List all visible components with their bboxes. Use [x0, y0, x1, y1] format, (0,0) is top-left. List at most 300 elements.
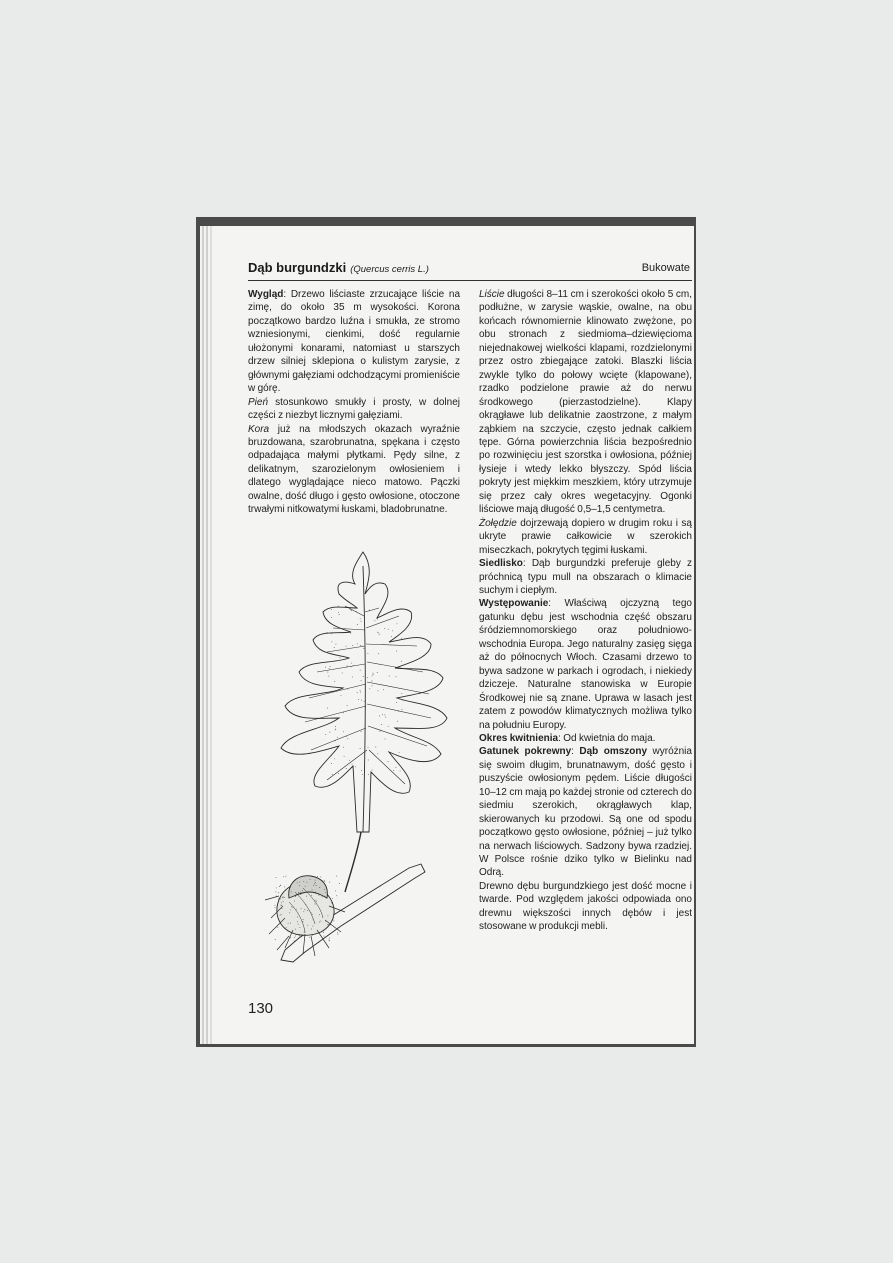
label-occurrence: Występowanie [479, 598, 549, 610]
stipple-dot [315, 892, 316, 893]
stipple-dot [299, 936, 300, 937]
stipple-dot [331, 755, 332, 756]
paragraph-bark [248, 423, 460, 517]
stipple-dot [276, 927, 277, 928]
stipple-dot [303, 919, 304, 920]
stipple-dot [361, 621, 362, 622]
stipple-dot [310, 879, 311, 880]
stipple-dot [364, 701, 365, 702]
stipple-dot [357, 643, 358, 644]
stipple-dot [383, 689, 384, 690]
stipple-dot [399, 752, 400, 753]
stipple-dot [335, 726, 336, 727]
stipple-dot [297, 939, 298, 940]
stipple-dot [308, 891, 309, 892]
stipple-dot [297, 882, 298, 883]
stipple-dot [290, 923, 291, 924]
oak-leaf-and-acorn-icon [245, 546, 470, 966]
text-bark: już na młodszych okazach wyraźnie bruzdowana, szarobrunatna, spękana i często odpadająca małymi płytkami. Pędy silne, z delikatnym, szarozielonym owłosieniem i dlatego wyglądające nieco matowo. Pączki owalne, dość długo i gęsto owłosione, otoczone trwałymi nitkowatymi łuskami, bladobrunatne. [248, 423, 460, 516]
stipple-dot [330, 924, 331, 925]
stipple-dot [332, 919, 333, 920]
stipple-dot [324, 881, 325, 882]
stipple-dot [362, 774, 363, 775]
stipple-dot [388, 629, 389, 630]
paragraph-habitat [479, 557, 692, 597]
stipple-dot [363, 676, 364, 677]
related-species-name: Dąb omszony [579, 746, 648, 758]
stipple-dot [393, 610, 394, 611]
stipple-dot [343, 712, 344, 713]
stipple-dot [351, 610, 352, 611]
stipple-dot [288, 923, 289, 924]
stipple-dot [294, 937, 295, 938]
stipple-dot [346, 667, 347, 668]
stipple-dot [339, 883, 340, 884]
stipple-dot [282, 897, 283, 898]
stipple-dot [305, 904, 306, 905]
stipple-dot [312, 914, 313, 915]
stipple-dot [314, 901, 315, 902]
stipple-dot [314, 883, 315, 884]
stipple-dot [331, 633, 332, 634]
stipple-dot [284, 886, 285, 887]
stipple-dot [360, 618, 361, 619]
stipple-dot [313, 919, 314, 920]
stipple-dot [401, 709, 402, 710]
text-leaves: długości 8–11 cm i szerokości około 5 cm, podłużne, w zarysie wąskie, owalne, na obu końcach równomiernie klinowato zwężone, po obu stronach z siedmioma–dziewięcioma niejednakowej wielkości klapami, rozdzielonymi przez ostro zbiegające zatoki. Blaszki liścia zwykle tylko do połowy wcięte (klapowane), rzadko podzielone prawie aż do nerwu środkowego (pierzastodzielne). Klapy okrągławe lub delikatnie zaostrzone, z małym ząbkiem na szczycie, często jednak całkiem tępe. Górna powierzchnia liścia bezpośrednio po rozwinięciu jest szorstka i owłosiona, później łysieje i wtedy lekko błyszczy. Spód liścia pokryty jest miękkim meszkiem, który utrzymuje się przez cały okres wegetacyjny. Ogonki liściowe mają długość 0,5–1,5 centymetra. [479, 289, 692, 516]
stipple-dot [291, 906, 292, 907]
stipple-dot [299, 927, 300, 928]
stipple-dot [393, 770, 394, 771]
stipple-dot [316, 885, 317, 886]
stipple-dot [276, 912, 277, 913]
stipple-dot [285, 876, 286, 877]
stipple-dot [311, 895, 312, 896]
stipple-dot [303, 911, 304, 912]
stipple-dot [336, 876, 337, 877]
stipple-dot [335, 644, 336, 645]
stipple-dot [378, 653, 379, 654]
stipple-dot [331, 641, 332, 642]
right-text-column [479, 288, 692, 934]
stipple-dot [335, 729, 336, 730]
stipple-dot [385, 739, 386, 740]
stipple-dot [280, 895, 281, 896]
stipple-dot [350, 609, 351, 610]
paragraph-related-species [479, 745, 692, 880]
stipple-dot [334, 910, 335, 911]
stipple-dot [398, 711, 399, 712]
stipple-dot [328, 676, 329, 677]
stipple-dot [305, 892, 306, 893]
stipple-dot [290, 909, 291, 910]
stipple-dot [338, 773, 339, 774]
stipple-dot [381, 724, 382, 725]
stipple-dot [344, 756, 345, 757]
stipple-dot [281, 914, 282, 915]
stipple-dot [297, 917, 298, 918]
stipple-dot [372, 770, 373, 771]
stipple-dot [319, 887, 320, 888]
stipple-dot [331, 617, 332, 618]
stipple-dot [329, 882, 330, 883]
stipple-dot [361, 680, 362, 681]
stipple-dot [290, 886, 291, 887]
stipple-dot [327, 672, 328, 673]
stipple-dot [367, 677, 368, 678]
paragraph-trunk [248, 396, 460, 423]
stipple-dot [277, 927, 278, 928]
stipple-dot [315, 880, 316, 881]
label-habitat: Siedlisko [479, 558, 523, 570]
stipple-dot [307, 910, 308, 911]
stipple-dot [279, 886, 280, 887]
label-flowering: Okres kwitnienia [479, 732, 559, 744]
stipple-dot [276, 896, 277, 897]
stipple-dot [332, 898, 333, 899]
stipple-dot [319, 922, 320, 923]
label-acorns: Żołędzie [479, 517, 517, 529]
page-edge [210, 226, 212, 1044]
stipple-dot [335, 740, 336, 741]
stipple-dot [343, 747, 344, 748]
stipple-dot [275, 877, 276, 878]
stipple-dot [331, 763, 332, 764]
stipple-dot [280, 885, 281, 886]
stipple-dot [294, 940, 295, 941]
stipple-dot [324, 880, 325, 881]
stipple-dot [347, 705, 348, 706]
stipple-dot [379, 634, 380, 635]
stipple-dot [275, 907, 276, 908]
stipple-dot [327, 924, 328, 925]
stipple-dot [298, 924, 299, 925]
stipple-dot [282, 908, 283, 909]
stipple-dot [401, 638, 402, 639]
stipple-dot [304, 909, 305, 910]
stipple-dot [286, 927, 287, 928]
stipple-dot [351, 663, 352, 664]
stipple-dot [309, 937, 310, 938]
stipple-dot [368, 747, 369, 748]
stipple-dot [402, 700, 403, 701]
stipple-dot [337, 737, 338, 738]
paragraph-flowering [479, 732, 692, 745]
stipple-dot [342, 672, 343, 673]
stipple-dot [392, 630, 393, 631]
stipple-dot [385, 717, 386, 718]
stipple-dot [364, 614, 365, 615]
stipple-dot [377, 672, 378, 673]
stipple-dot [315, 904, 316, 905]
stipple-dot [357, 624, 358, 625]
stipple-dot [372, 675, 373, 676]
stipple-dot [400, 770, 401, 771]
stipple-dot [317, 876, 318, 877]
stipple-dot [283, 901, 284, 902]
stipple-dot [371, 681, 372, 682]
stipple-dot [357, 692, 358, 693]
stipple-dot [319, 914, 320, 915]
stipple-dot [395, 676, 396, 677]
stipple-dot [352, 645, 353, 646]
stipple-dot [311, 929, 312, 930]
stipple-dot [396, 651, 397, 652]
stipple-dot [401, 661, 402, 662]
stipple-dot [329, 938, 330, 939]
stipple-dot [372, 673, 373, 674]
stipple-dot [329, 940, 330, 941]
stipple-dot [312, 890, 313, 891]
stipple-dot [283, 876, 284, 877]
stipple-dot [309, 910, 310, 911]
stipple-dot [378, 632, 379, 633]
paragraph-appearance [248, 288, 460, 396]
stipple-dot [281, 908, 282, 909]
stipple-dot [303, 881, 304, 882]
stipple-dot [363, 648, 364, 649]
stipple-dot [275, 905, 276, 906]
stipple-dot [338, 612, 339, 613]
stipple-dot [299, 881, 300, 882]
stipple-dot [343, 656, 344, 657]
stipple-dot [283, 897, 284, 898]
stipple-dot [350, 666, 351, 667]
stipple-dot [367, 653, 368, 654]
stipple-dot [322, 896, 323, 897]
stipple-dot [369, 688, 370, 689]
stipple-dot [339, 657, 340, 658]
stipple-dot [377, 632, 378, 633]
stipple-dot [397, 721, 398, 722]
stipple-dot [368, 662, 369, 663]
stipple-dot [361, 731, 362, 732]
stipple-dot [382, 714, 383, 715]
stipple-dot [327, 915, 328, 916]
paragraph-wood [479, 880, 692, 934]
stipple-dot [307, 925, 308, 926]
stipple-dot [373, 674, 374, 675]
stipple-dot [360, 690, 361, 691]
stipple-dot [318, 895, 319, 896]
stipple-dot [297, 921, 298, 922]
stipple-dot [332, 774, 333, 775]
stipple-dot [384, 714, 385, 715]
label-appearance: Wygląd [248, 289, 284, 300]
stipple-dot [361, 754, 362, 755]
species-name: Dąb burgundzki [248, 260, 347, 275]
stipple-dot [341, 695, 342, 696]
stipple-dot [323, 932, 324, 933]
stipple-dot [275, 939, 276, 940]
stipple-dot [306, 896, 307, 897]
stipple-dot [302, 921, 303, 922]
stipple-dot [329, 668, 330, 669]
stipple-dot [337, 934, 338, 935]
stipple-dot [396, 702, 397, 703]
family-name: Bukowate [641, 262, 690, 274]
stipple-dot [325, 921, 326, 922]
stipple-dot [346, 768, 347, 769]
stipple-dot [294, 901, 295, 902]
stipple-dot [329, 924, 330, 925]
stipple-dot [291, 891, 292, 892]
stipple-dot [329, 732, 330, 733]
stipple-dot [275, 891, 276, 892]
stipple-dot [361, 700, 362, 701]
stipple-dot [315, 882, 316, 883]
stipple-dot [305, 886, 306, 887]
stipple-dot [353, 665, 354, 666]
stipple-dot [295, 929, 296, 930]
left-text-column [248, 288, 460, 517]
stipple-dot [364, 725, 365, 726]
stipple-dot [377, 619, 378, 620]
stipple-dot [280, 905, 281, 906]
stipple-dot [349, 760, 350, 761]
stipple-dot [324, 936, 325, 937]
text-acorns: dojrzewają dopiero w drugim roku i są ukryte prawie całkowicie w szerokich miseczkach, pokrytych tęgimi łuskami. [479, 517, 692, 556]
stipple-dot [364, 646, 365, 647]
stipple-dot [331, 609, 332, 610]
stipple-dot [292, 907, 293, 908]
stipple-dot [338, 606, 339, 607]
stipple-dot [311, 912, 312, 913]
stipple-dot [336, 895, 337, 896]
stipple-dot [361, 770, 362, 771]
stipple-dot [339, 717, 340, 718]
stipple-dot [395, 767, 396, 768]
stipple-dot [312, 926, 313, 927]
stipple-dot [316, 901, 317, 902]
stipple-dot [337, 932, 338, 933]
stipple-dot [391, 636, 392, 637]
stipple-dot [302, 890, 303, 891]
stipple-dot [295, 896, 296, 897]
stipple-dot [325, 667, 326, 668]
stipple-dot [379, 731, 380, 732]
stipple-dot [389, 676, 390, 677]
stipple-dot [343, 731, 344, 732]
stipple-dot [276, 887, 277, 888]
label-trunk: Pień [248, 396, 269, 408]
page-edge [202, 226, 204, 1044]
text-occurrence: : Właściwą ojczyzną tego gatunku dębu jest wschodnia część obszaru śródziemnomorskiego oraz południowo-wschodnia Europa. Jego naturalny zasięg sięga aż do północnych Włoch. Czasami drzewo to bywa sadzone w parkach i ogrodach, i niekiedy dziczeje. Naturalne stanowiska w Europie Środkowej nie są znane. Uprawa w lasach jest zatem z powodów klimatycznych możliwa tylko na południu Europy. [479, 598, 692, 731]
stipple-dot [360, 748, 361, 749]
stipple-dot [388, 726, 389, 727]
latin-name: (Quercus cerris L.) [350, 264, 429, 275]
stipple-dot [289, 912, 290, 913]
text-flowering: : Od kwietnia do maja. [558, 732, 656, 744]
stipple-dot [284, 897, 285, 898]
stipple-dot [355, 766, 356, 767]
stipple-dot [280, 898, 281, 899]
stipple-dot [337, 927, 338, 928]
stipple-dot [352, 676, 353, 677]
stipple-dot [312, 935, 313, 936]
stipple-dot [335, 890, 336, 891]
stipple-dot [301, 908, 302, 909]
stipple-dot [378, 690, 379, 691]
stipple-dot [316, 900, 317, 901]
stipple-dot [278, 898, 279, 899]
stipple-dot [374, 620, 375, 621]
stipple-dot [379, 716, 380, 717]
page-number: 130 [248, 1000, 274, 1017]
stipple-dot [356, 611, 357, 612]
stipple-dot [331, 902, 332, 903]
separator-related-species: : [571, 746, 580, 758]
stipple-dot [339, 614, 340, 615]
stipple-dot [290, 937, 291, 938]
stipple-dot [334, 758, 335, 759]
stipple-dot [358, 699, 359, 700]
stipple-dot [328, 940, 329, 941]
stipple-dot [401, 693, 402, 694]
stipple-dot [327, 708, 328, 709]
stipple-dot [313, 885, 314, 886]
stipple-dot [334, 681, 335, 682]
stipple-dot [334, 647, 335, 648]
text-trunk: stosunkowo smukły i prosty, w dolnej części z niezbyt licznymi gałęziami. [248, 396, 460, 422]
stipple-dot [346, 736, 347, 737]
stipple-dot [375, 747, 376, 748]
stipple-dot [278, 892, 279, 893]
stipple-dot [350, 633, 351, 634]
stipple-dot [395, 728, 396, 729]
stipple-dot [347, 738, 348, 739]
stipple-dot [360, 692, 361, 693]
text-wood: Drewno dębu burgundzkiego jest dość mocne i twarde. Pod względem jakości odpowiada ono drewnu większości innych dębów i jest stosowane w produkcji mebli. [479, 880, 692, 933]
stipple-dot [280, 915, 281, 916]
stipple-dot [333, 920, 334, 921]
stipple-dot [325, 892, 326, 893]
stipple-dot [300, 894, 301, 895]
text-habitat: : Dąb burgundzki preferuje gleby z próchnicą typu mull na obszarach o klimacie suchym i ciepłym. [479, 558, 692, 596]
book-page [200, 226, 694, 1044]
label-related-species: Gatunek pokrewny [479, 746, 572, 758]
stipple-dot [304, 876, 305, 877]
stipple-dot [368, 760, 369, 761]
stipple-dot [330, 666, 331, 667]
stipple-dot [347, 689, 348, 690]
stipple-dot [281, 905, 282, 906]
leaf-illustration [245, 546, 470, 966]
stipple-dot [327, 632, 328, 633]
species-title [248, 260, 429, 275]
stipple-dot [289, 887, 290, 888]
stipple-dot [296, 909, 297, 910]
stipple-dot [326, 898, 327, 899]
stipple-dot [320, 876, 321, 877]
paragraph-leaves [479, 288, 692, 517]
stipple-dot [276, 908, 277, 909]
stipple-dot [299, 885, 300, 886]
stipple-dot [384, 628, 385, 629]
stipple-dot [352, 764, 353, 765]
page-header [248, 260, 692, 281]
text-related-species: wyróżnia się swoim długim, brunatnawym, dość gęsto i puszyście owłosionym pędem. Liście długości 10–12 cm mają po każdej stronie od czterech do siedmiu szerokich, okrągławych klap, skierowanych ku przodowi. Są one od spodu początkowo gęsto owłosione, później – już tylko na nerwach liściowych. Sadzony bywa rzadziej. W Polsce rośnie dziko tylko w Bielinku nad Odrą. [479, 746, 692, 879]
stipple-dot [397, 623, 398, 624]
label-bark: Kora [248, 423, 270, 435]
stipple-dot [281, 902, 282, 903]
stipple-dot [362, 646, 363, 647]
paragraph-acorns [479, 517, 692, 557]
stipple-dot [300, 892, 301, 893]
stipple-dot [324, 889, 325, 890]
stipple-dot [304, 932, 305, 933]
stipple-dot [306, 882, 307, 883]
